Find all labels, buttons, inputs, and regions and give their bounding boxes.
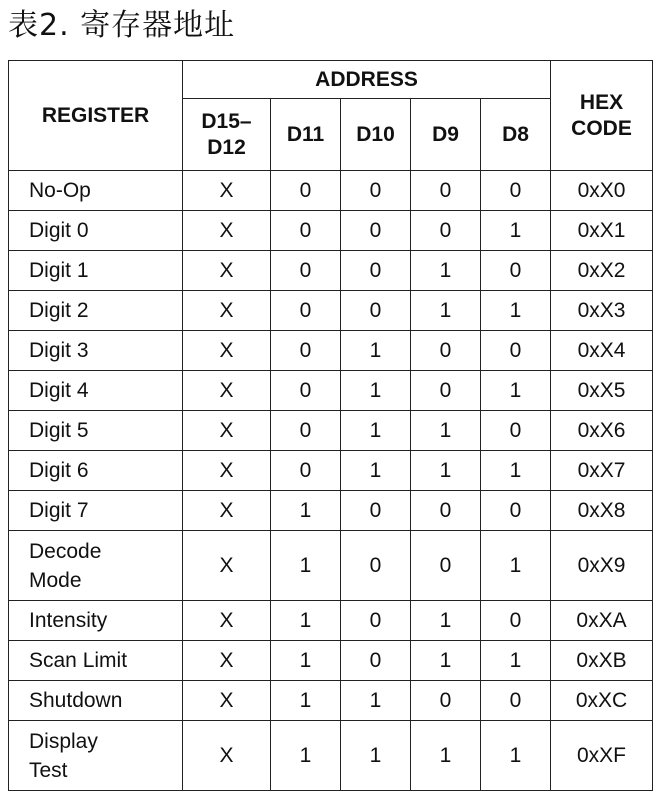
- table-row: [9, 451, 653, 491]
- d8-cell: 0: [481, 171, 551, 211]
- register-name-cell: No-Op: [9, 171, 183, 211]
- table-row: [9, 491, 653, 531]
- d10-cell: 0: [341, 531, 411, 601]
- d15-d12-header: [183, 99, 271, 171]
- d15-d12-cell: X: [183, 411, 271, 451]
- d8-cell: 1: [481, 291, 551, 331]
- d15-d12-cell: X: [183, 641, 271, 681]
- hex-code-cell: 0xX6: [551, 411, 653, 451]
- table-row: [9, 641, 653, 681]
- hex-code-header-line2: CODE: [571, 116, 632, 140]
- table-title: 表2. 寄存器地址: [8, 8, 236, 43]
- d11-cell: 1: [271, 681, 341, 721]
- d10-cell: 1: [341, 681, 411, 721]
- register-name-cell: Digit 1: [9, 251, 183, 291]
- d10-cell: 0: [341, 211, 411, 251]
- d9-cell: 1: [411, 721, 481, 791]
- register-name-cell: Shutdown: [9, 681, 183, 721]
- d8-cell: 1: [481, 211, 551, 251]
- d9-cell: 0: [411, 681, 481, 721]
- d8-cell: 1: [481, 531, 551, 601]
- hex-code-header-line1: HEX: [579, 90, 624, 114]
- d9-cell: 0: [411, 531, 481, 601]
- d11-cell: 0: [271, 331, 341, 371]
- table-row: [9, 411, 653, 451]
- table-row: [9, 721, 653, 791]
- register-header: REGISTER: [9, 61, 183, 171]
- table-body: [9, 171, 653, 791]
- d8-cell: 0: [481, 331, 551, 371]
- register-address-table: [8, 60, 653, 791]
- d15-d12-cell: X: [183, 451, 271, 491]
- d8-cell: 1: [481, 721, 551, 791]
- hex-code-cell: 0xX8: [551, 491, 653, 531]
- hex-code-cell: 0xX2: [551, 251, 653, 291]
- register-name-cell: [9, 721, 183, 791]
- d8-cell: 1: [481, 451, 551, 491]
- d15-d12-cell: X: [183, 211, 271, 251]
- d10-cell: 1: [341, 451, 411, 491]
- d15-d12-cell: X: [183, 681, 271, 721]
- d10-cell: 0: [341, 641, 411, 681]
- d8-cell: 0: [481, 491, 551, 531]
- d9-cell: 0: [411, 171, 481, 211]
- hex-code-header: [551, 61, 653, 171]
- d11-cell: 0: [271, 251, 341, 291]
- d15-d12-cell: X: [183, 491, 271, 531]
- d9-header: D9: [411, 99, 481, 171]
- table-row: [9, 171, 653, 211]
- register-name-cell: Digit 6: [9, 451, 183, 491]
- register-name-cell: Digit 5: [9, 411, 183, 451]
- d9-cell: 1: [411, 411, 481, 451]
- d11-cell: 1: [271, 721, 341, 791]
- table-row: [9, 331, 653, 371]
- d10-cell: 0: [341, 291, 411, 331]
- d15-d12-cell: X: [183, 291, 271, 331]
- d11-cell: 0: [271, 371, 341, 411]
- table-row: [9, 211, 653, 251]
- register-name-cell: Digit 0: [9, 211, 183, 251]
- d15-d12-cell: X: [183, 531, 271, 601]
- hex-code-cell: 0xXB: [551, 641, 653, 681]
- d9-cell: 0: [411, 331, 481, 371]
- hex-code-cell: 0xXC: [551, 681, 653, 721]
- address-header: ADDRESS: [183, 61, 551, 99]
- d11-cell: 0: [271, 291, 341, 331]
- d8-cell: 0: [481, 681, 551, 721]
- d10-cell: 0: [341, 171, 411, 211]
- register-name-cell: Digit 4: [9, 371, 183, 411]
- hex-code-cell: 0xX9: [551, 531, 653, 601]
- d15-d12-cell: X: [183, 601, 271, 641]
- d10-cell: 1: [341, 411, 411, 451]
- d11-cell: 0: [271, 171, 341, 211]
- register-name-line: Decode: [29, 539, 102, 563]
- d15-d12-cell: X: [183, 721, 271, 791]
- register-name-line: Mode: [29, 568, 82, 592]
- d11-cell: 1: [271, 531, 341, 601]
- d8-cell: 1: [481, 641, 551, 681]
- table-row: [9, 531, 653, 601]
- d8-cell: 0: [481, 601, 551, 641]
- hex-code-cell: 0xX7: [551, 451, 653, 491]
- d11-cell: 0: [271, 411, 341, 451]
- d11-cell: 1: [271, 641, 341, 681]
- d10-cell: 1: [341, 721, 411, 791]
- d10-cell: 1: [341, 331, 411, 371]
- d11-cell: 1: [271, 601, 341, 641]
- d15-d12-header-line2: D12: [207, 135, 246, 159]
- hex-code-cell: 0xX5: [551, 371, 653, 411]
- d15-d12-cell: X: [183, 371, 271, 411]
- register-name-cell: Digit 3: [9, 331, 183, 371]
- table-row: [9, 371, 653, 411]
- hex-code-cell: 0xX3: [551, 291, 653, 331]
- register-name-line: Test: [29, 758, 68, 782]
- d8-cell: 0: [481, 251, 551, 291]
- d11-header: D11: [271, 99, 341, 171]
- d15-d12-header-line1: D15–: [201, 109, 252, 133]
- d8-cell: 0: [481, 411, 551, 451]
- d11-cell: 0: [271, 211, 341, 251]
- d9-cell: 0: [411, 371, 481, 411]
- d9-cell: 0: [411, 491, 481, 531]
- d10-header: D10: [341, 99, 411, 171]
- d15-d12-cell: X: [183, 331, 271, 371]
- register-name-cell: Digit 7: [9, 491, 183, 531]
- table-row: [9, 291, 653, 331]
- d8-cell: 1: [481, 371, 551, 411]
- d9-cell: 1: [411, 251, 481, 291]
- hex-code-cell: 0xX0: [551, 171, 653, 211]
- hex-code-cell: 0xX4: [551, 331, 653, 371]
- register-name-cell: Scan Limit: [9, 641, 183, 681]
- hex-code-cell: 0xXF: [551, 721, 653, 791]
- d8-header: D8: [481, 99, 551, 171]
- register-name-cell: Intensity: [9, 601, 183, 641]
- table-row: [9, 601, 653, 641]
- table-row: [9, 251, 653, 291]
- table-row: [9, 681, 653, 721]
- d9-cell: 0: [411, 211, 481, 251]
- d10-cell: 1: [341, 371, 411, 411]
- d11-cell: 0: [271, 451, 341, 491]
- d10-cell: 0: [341, 251, 411, 291]
- d10-cell: 0: [341, 601, 411, 641]
- d15-d12-cell: X: [183, 251, 271, 291]
- d9-cell: 1: [411, 451, 481, 491]
- d9-cell: 1: [411, 641, 481, 681]
- d9-cell: 1: [411, 601, 481, 641]
- hex-code-cell: 0xX1: [551, 211, 653, 251]
- register-name-cell: [9, 531, 183, 601]
- hex-code-cell: 0xXA: [551, 601, 653, 641]
- d9-cell: 1: [411, 291, 481, 331]
- d10-cell: 0: [341, 491, 411, 531]
- d15-d12-cell: X: [183, 171, 271, 211]
- register-name-cell: Digit 2: [9, 291, 183, 331]
- register-name-line: Display: [29, 729, 98, 753]
- d11-cell: 1: [271, 491, 341, 531]
